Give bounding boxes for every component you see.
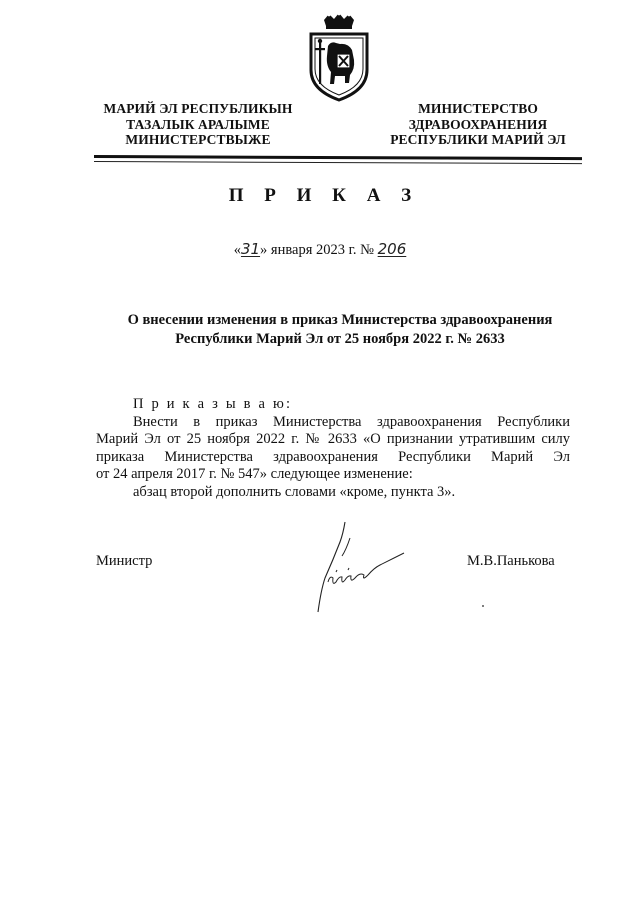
- body-line: Внести в приказ Министерства здравоохранения Республики: [133, 413, 570, 430]
- handwritten-signature: [312, 520, 412, 615]
- header-left-line: ТАЗАЛЫК АРАЛЫМЕ: [126, 116, 270, 132]
- handwritten-number: 206: [377, 240, 407, 258]
- handwritten-day: 31: [240, 240, 261, 258]
- header-right-line: МИНИСТЕРСТВО: [418, 101, 538, 116]
- date-line: [0, 240, 640, 259]
- header-right-line: ЗДРАВООХРАНЕНИЯ: [408, 116, 548, 132]
- signer-position: Министр: [96, 553, 153, 569]
- body-line: абзац второй дополнить словами «кроме, пункта 3».: [133, 483, 456, 500]
- body-line: приказа Министерства здравоохранения Республики Марий Эл: [96, 448, 570, 465]
- document-title: П Р И К А З: [228, 185, 420, 206]
- header-divider-thin: [94, 161, 582, 164]
- document-body: [96, 396, 570, 502]
- header-left-line: МИНИСТЕРСТВЫЖЕ: [125, 132, 271, 147]
- body-line: от 24 апреля 2017 г. № 547» следующее изменение:: [96, 466, 413, 483]
- date-open-quote: «: [233, 242, 241, 258]
- date-month-year: » января 2023 г. №: [260, 242, 375, 258]
- body-line: Марий Эл от 25 ноября 2022 г. № 2633 «О признании утратившим силу: [96, 431, 570, 448]
- document-subject: [80, 311, 600, 349]
- body-lead: П р и к а з ы в а ю:: [133, 396, 293, 412]
- subject-line: Республики Марий Эл от 25 ноября 2022 г. № 2633: [175, 331, 505, 347]
- signer-name: М.В.Панькова: [467, 553, 555, 569]
- subject-line: О внесении изменения в приказ Министерства здравоохранения: [127, 312, 553, 328]
- header-left-line: МАРИЙ ЭЛ РЕСПУБЛИКЫН: [103, 101, 293, 116]
- coat-of-arms-icon: [302, 12, 376, 104]
- header-divider-thick: [94, 155, 582, 160]
- header-left-title: [88, 101, 308, 148]
- header-right-line: РЕСПУБЛИКИ МАРИЙ ЭЛ: [390, 132, 566, 147]
- header-right-title: [373, 101, 583, 148]
- scan-speck: [482, 605, 484, 607]
